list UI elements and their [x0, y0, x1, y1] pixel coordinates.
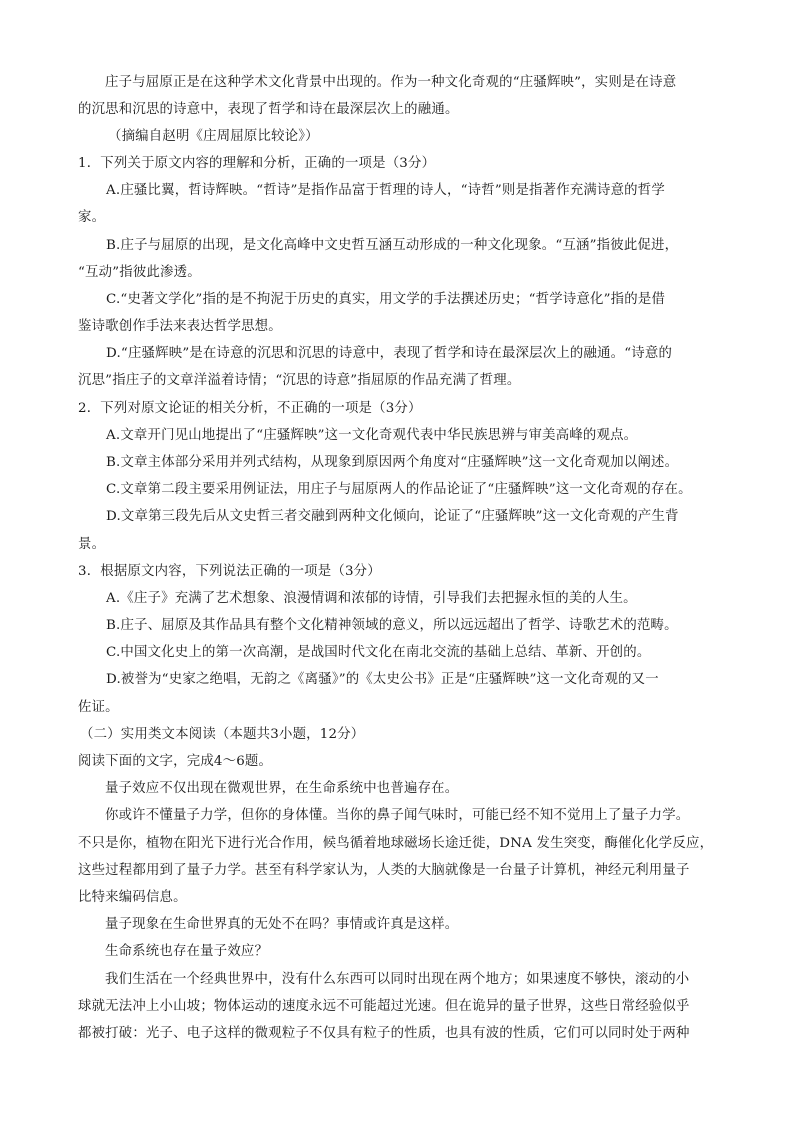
- question-2-option-d-cont: 景。: [78, 537, 106, 552]
- question-1-option-d-cont: 沉思”指庄子的文章洋溢着诗情；“沉思的诗意”指屈原的作品充满了哲理。: [78, 373, 521, 388]
- intro-paragraph-line: 庄子与屈原正是在这种学术文化背景中出现的。作为一种文化奇观的“庄骚辉映”，实则是在诗意: [105, 75, 677, 90]
- question-1-option-c-cont: 鉴诗歌创作手法来表达哲学思想。: [78, 319, 282, 334]
- question-2-option-a: A.文章开门见山地提出了“庄骚辉映”这一文化奇观代表中华民族思辨与审美高峰的观点。: [106, 428, 638, 443]
- source-citation: （摘编自赵明《庄周屈原比较论》）: [108, 129, 319, 144]
- section-heading: （二）实用类文本阅读（本题共3小题，12分）: [80, 727, 365, 742]
- article-paragraph-line: 你或许不懂量子力学，但你的身体懂。当你的鼻子闻气味时，可能已经不知不觉用上了量子力学。: [105, 808, 690, 823]
- article-paragraph-line: 这些过程都用到了量子力学。甚至有科学家认为，人类的大脑就像是一台量子计算机，神经元利用量子: [78, 863, 690, 878]
- question-2-option-c: C.文章第二段主要采用例证法，用庄子与屈原两人的作品论证了“庄骚辉映”这一文化奇观的存在。: [106, 482, 692, 497]
- article-paragraph-line: 比特来编码信息。: [78, 890, 187, 905]
- question-3-option-d-cont: 佐证。: [78, 700, 119, 715]
- article-paragraph-line: 量子效应不仅出现在微观世界，在生命系统中也普遍存在。: [105, 781, 459, 796]
- reading-instruction: 阅读下面的文字，完成4～6题。: [78, 754, 273, 769]
- question-2-option-b: B.文章主体部分采用并列式结构，从现象到原因两个角度对“庄骚辉映”这一文化奇观加以阐述。: [106, 455, 679, 470]
- question-1-option-d: D.“庄骚辉映”是在诗意的沉思和沉思的诗意中，表现了哲学和诗在最深层次上的融通。“诗意的: [106, 346, 673, 361]
- article-paragraph-line: 不只是你，植物在阳光下进行光合作用，候鸟循着地球磁场长途迁徙，DNA 发生突变，酶催化化学反应，: [78, 836, 714, 851]
- question-1-option-a-cont: 家。: [78, 210, 106, 225]
- question-1-option-b-cont: “互动”指彼此渗透。: [78, 265, 201, 280]
- question-1-option-b: B.庄子与屈原的出现，是文化高峰中文史哲互涵互动形成的一种文化现象。“互涵”指彼此促进，: [106, 238, 679, 253]
- question-3-option-d: D.被誉为“史家之绝唱，无韵之《离骚》”的《太史公书》正是“庄骚辉映”这一文化奇观的又一: [106, 672, 659, 687]
- article-paragraph-line: 都被打破：光子、电子这样的微观粒子不仅具有粒子的性质，也具有波的性质，它们可以同时处于两种: [78, 1026, 690, 1041]
- question-3-stem: 3．根据原文内容，下列说法正确的一项是（3分）: [78, 564, 381, 579]
- question-1-option-a: A.庄骚比翼，哲诗辉映。“哲诗”是指作品富于哲理的诗人，“诗哲”则是指著作充满诗意的哲学: [106, 183, 665, 198]
- question-3-option-c: C.中国文化史上的第一次高潮，是战国时代文化在南北交流的基础上总结、革新、开创的。: [106, 645, 651, 660]
- article-paragraph-line: 我们生活在一个经典世界中，没有什么东西可以同时出现在两个地方；如果速度不够快，滚动的小: [105, 972, 690, 987]
- question-1-stem: 1．下列关于原文内容的理解和分析，正确的一项是（3分）: [78, 156, 436, 171]
- intro-paragraph-line: 的沉思和沉思的诗意中，表现了哲学和诗在最深层次上的融通。: [78, 102, 459, 117]
- article-subheading: 生命系统也存在量子效应？: [105, 944, 269, 959]
- question-2-stem: 2．下列对原文论证的相关分析，不正确的一项是（3分）: [78, 401, 422, 416]
- question-3-option-b: B.庄子、屈原及其作品具有整个文化精神领域的意义，所以远远超出了哲学、诗歌艺术的范畴。: [106, 618, 678, 633]
- article-paragraph-line: 球就无法冲上小山坡；物体运动的速度永远不可能超过光速。但在诡异的量子世界，这些日常经验似乎: [78, 999, 690, 1014]
- question-2-option-d: D.文章第三段先后从文史哲三者交融到两种文化倾向，论证了“庄骚辉映”这一文化奇观的产生背: [106, 509, 679, 524]
- question-3-option-a: A.《庄子》充满了艺术想象、浪漫情调和浓郁的诗情，引导我们去把握永恒的美的人生。: [106, 591, 637, 606]
- question-1-option-c: C.“史著文学化”指的是不拘泥于历史的真实，用文学的手法撰述历史；“哲学诗意化”指的是借: [106, 292, 666, 307]
- article-paragraph-line: 量子现象在生命世界真的无处不在吗？事情或许真是这样。: [105, 917, 459, 932]
